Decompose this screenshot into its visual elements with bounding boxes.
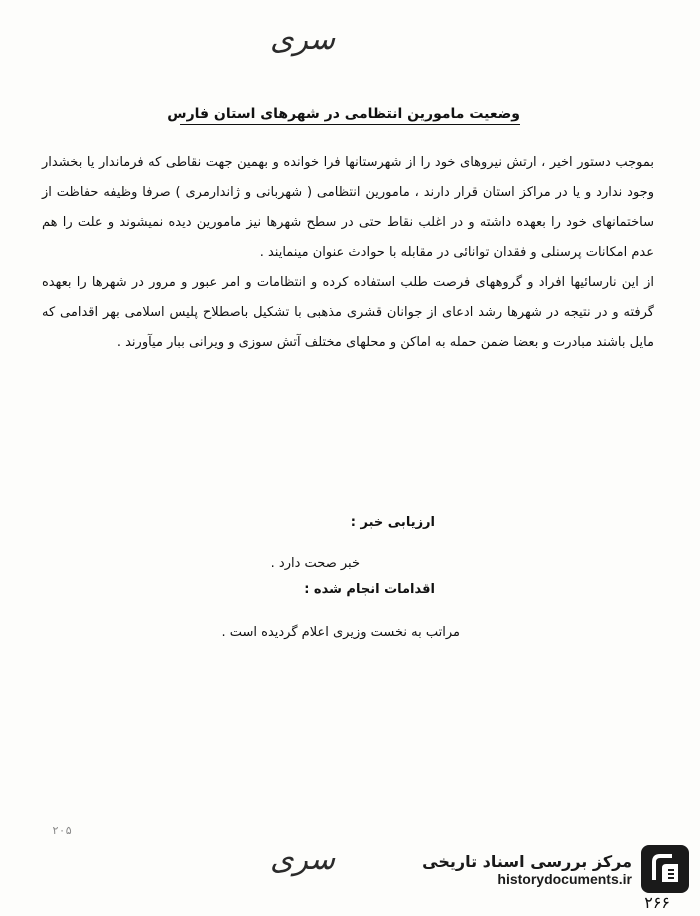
paragraph-2: از این نارسائیها افراد و گروههای فرصت طلب استفاده کرده و انتظامات و امر عبور و مرور در شهرها را بعهده گرفته و در نتیجه در شهرها رشد ادعای از جوانان قشری مذهبی با تشکیل باصطلاح پلیس اسلامی بهر اقدامی که مایل باشند مبادرت و بعضا ضمن حمله به اماکن و محلهای مختلف آتش سوزی و ویرانی ببار میآورند . <box>42 275 654 350</box>
paragraph-1: بموجب دستور اخیر ، ارتش نیروهای خود را از شهرستانها فرا خوانده و بهمین جهت نقاطی که فرماندار یا بخشدار وجود ندارد و یا در مراکز استان قرار دارند ، مامورین انتظامی ( شهربانی و ژاندارمری ) صرفا وظیفه حفاظت از ساختمانهای خود را بعهده داشته و در اغلب نقاط حتی در سطح شهرها نیز مامورین دیده نمیشوند و علت را هم عدم امکانات پرسنلی و فقدان توانائی در مقابله با حوادث عنوان مینمایند . <box>42 155 654 260</box>
evaluation-value: خبر صحت دارد . <box>270 556 360 571</box>
action-label: اقدامات انجام شده : <box>304 582 435 597</box>
page-number: ۲۰۵ <box>52 824 72 837</box>
document-body <box>42 148 654 358</box>
archive-logo-icon <box>640 844 690 894</box>
evaluation-label: ارزیابی خبر : <box>350 515 435 530</box>
watermark-url: historydocuments.ir <box>497 870 632 887</box>
footer-number: ۲۶۶ <box>644 893 670 912</box>
classification-top: سری <box>270 22 336 57</box>
action-value: مراتب به نخست وزیری اعلام گردیده است . <box>221 625 460 640</box>
classification-bottom: سری <box>270 842 336 877</box>
document-title: وضعیت مامورین انتظامی در شهرهای استان فارس <box>180 106 520 125</box>
watermark-name: مرکز بررسی اسناد تاریخی <box>422 851 632 871</box>
watermark-text <box>422 852 632 887</box>
watermark <box>422 844 690 894</box>
